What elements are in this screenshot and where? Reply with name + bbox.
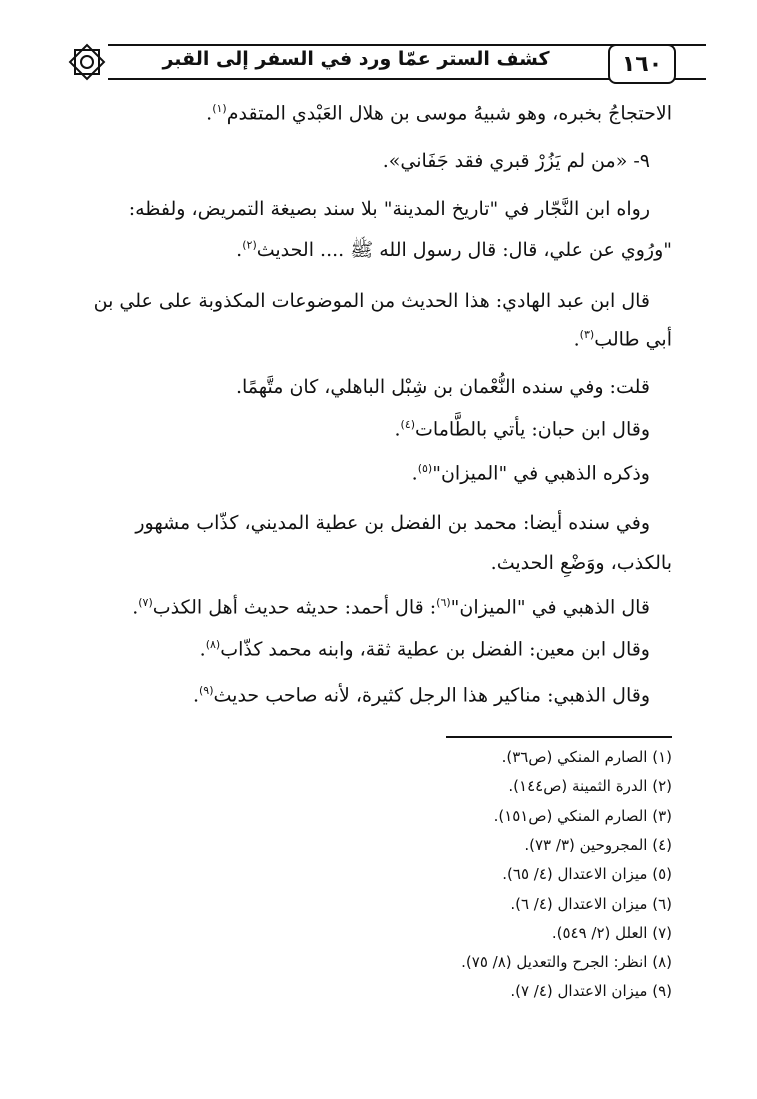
footnote-ref[interactable]: (٩) — [198, 684, 214, 697]
body-line: قلت: وفي سنده النُّعْمان بن شِبْل الباهلي، كان متَّهمًا. — [235, 376, 650, 398]
body-line: وفي سنده أيضا: محمد بن الفضل بن عطية المديني، كذّاب مشهور — [135, 512, 650, 534]
footnote-item: (٩) ميزان الاعتدال (٤/ ٧). — [510, 982, 672, 1000]
footnote-item: (٥) ميزان الاعتدال (٤/ ٦٥). — [502, 865, 672, 883]
body-line: قال الذهبي في "الميزان"$^{(٦)}$: قال أحمد: حديثه حديث أهل الكذب$^{(٧)}$. — [132, 596, 650, 619]
hadith-heading: ٩- «من لم يَزُرْ قبري فقد جَفَاني». — [382, 150, 650, 172]
footnote-item: (٢) الدرة الثمينة (ص١٤٤). — [508, 777, 672, 795]
body-line: وقال ابن معين: الفضل بن عطية ثقة، وابنه محمد كذّاب$^{(٨)}$. — [199, 638, 650, 661]
body-line: وقال الذهبي: مناكير هذا الرجل كثيرة، لأنه صاحب حديث$^{(٩)}$. — [192, 684, 650, 707]
body-line: الاحتجاجُ بخبره، وهو شبيهُ موسى بن هلال العَبْدي المتقدم$^{(١)}$. — [206, 102, 672, 125]
body-line: بالكذب، ووَضْعِ الحديث. — [490, 552, 672, 574]
footnote-separator — [446, 736, 672, 738]
body-line: وقال ابن حبان: يأتي بالطَّامات$^{(٤)}$. — [394, 418, 650, 441]
footnote-ref[interactable]: (١) — [212, 102, 227, 115]
body-line: أبي طالب$^{(٣)}$. — [573, 328, 672, 351]
footnote-item: (٣) الصارم المنكي (ص١٥١). — [493, 807, 672, 825]
footnote-item: (٨) انظر: الجرح والتعديل (٨/ ٧٥). — [461, 953, 672, 971]
footnote-item: (٧) العلل (٢/ ٥٤٩). — [551, 924, 672, 942]
footnote-ref[interactable]: (٤) — [400, 418, 416, 431]
footnote-ref[interactable]: (٥) — [417, 462, 433, 475]
footnote-ref[interactable]: (٣) — [579, 328, 595, 341]
footnote-item: (٤) المجروحين (٣/ ٧٣). — [524, 836, 672, 854]
body-line: "ورُوي عن علي، قال: قال رسول الله ﷺ .... الحديث$^{(٢)}$. — [236, 238, 672, 261]
body-line: قال ابن عبد الهادي: هذا الحديث من الموضوعات المكذوبة على علي بن — [93, 290, 650, 312]
running-title: كشف الستر عمّا ورد في السفر إلى القبر — [162, 48, 550, 70]
body-line: رواه ابن النَّجّار في "تاريخ المدينة" بلا سند بصيغة التمريض، ولفظه: — [128, 198, 650, 220]
ornament-icon — [66, 40, 108, 84]
footnote-ref[interactable]: (٢) — [242, 238, 257, 252]
body-line: وذكره الذهبي في "الميزان"$^{(٥)}$. — [411, 462, 650, 485]
footnote-ref[interactable]: (٦) — [436, 596, 451, 609]
footnote-ref[interactable]: (٧) — [138, 596, 153, 609]
footnote-item: (١) الصارم المنكي (ص٣٦). — [501, 748, 672, 766]
footnote-ref[interactable]: (٨) — [205, 638, 221, 651]
footnote-item: (٦) ميزان الاعتدال (٤/ ٦). — [510, 895, 672, 913]
page-number: ١٦٠ — [608, 44, 676, 84]
